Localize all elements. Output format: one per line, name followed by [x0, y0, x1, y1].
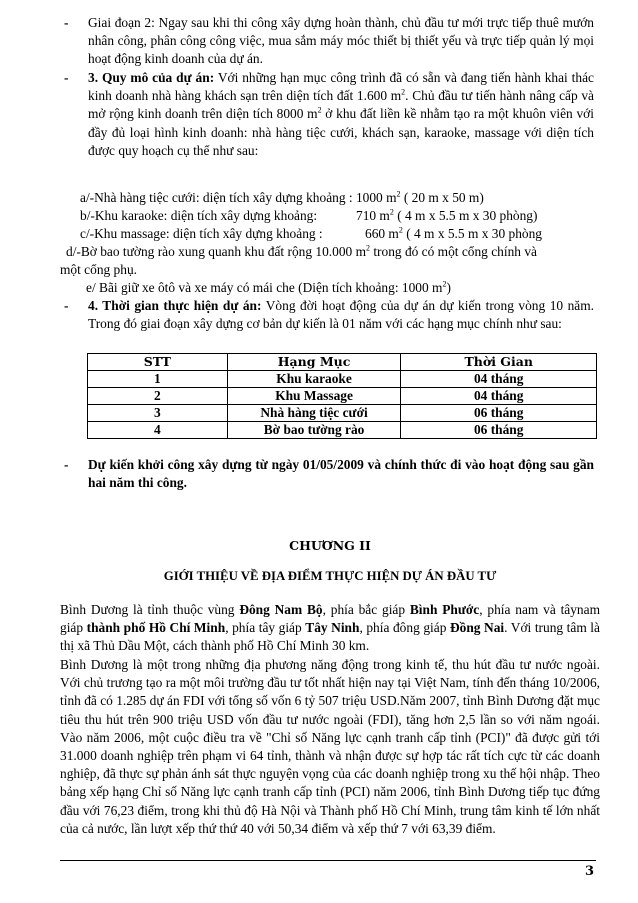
footer-rule: [60, 860, 596, 861]
table-cell: 06 tháng: [401, 422, 597, 439]
header-cell: Thời Gian: [401, 354, 597, 371]
table-row: [88, 405, 597, 422]
area-b: b/-Khu karaoke: diện tích xây dựng khoảng:: [80, 208, 318, 223]
scale-paragraph: [88, 69, 594, 160]
scale-sup: 2: [401, 87, 406, 97]
scale-sup: 2: [317, 105, 322, 115]
scale-text-b: . Chủ đầu tư tiến hành nâng cấp và mở rộng kinh doanh trên diện tích 8000 m: [88, 88, 595, 122]
header-cell: Hạng Mục: [227, 354, 401, 371]
bullet-mark: -: [64, 457, 69, 472]
scale-text-c: ở khu đất liền kề nhằm tạo ra một khuôn viên với đầy đủ loại hình kinh doanh: nhà hàng tiệc cưới, khách sạn, karaoke, massage với diện tích được quy hoạch cụ thể như sau:: [88, 106, 594, 158]
area-c-value: 660 $m^2$ ( 4 m x 5.5 m x 30 phòng: [365, 225, 542, 241]
table-cell: Khu karaoke: [227, 371, 401, 388]
page-number: 3: [584, 864, 594, 879]
timeline-text: Vòng đời hoạt động của dự án dự kiến trong vòng 10 năm. Trong đó giai đoạn xây dựng cơ bản dự kiến là 01 năm với các hạng mục chính như sau:: [88, 298, 594, 332]
table-cell: Khu Massage: [227, 388, 401, 405]
phase2-item: [64, 14, 594, 69]
scale-heading: 3. Quy mô của dự án:: [88, 70, 215, 85]
area-b-value: 710 $m^2$ ( 4 m x 5.5 m x 30 phòng): [356, 207, 538, 223]
timeline-heading: 4. Thời gian thực hiện dự án:: [88, 298, 262, 313]
table-cell: Nhà hàng tiệc cưới: [227, 405, 401, 422]
area-d-continued: một cổng phụ.: [60, 262, 137, 277]
phase2-text: Ngay sau khi thi công xây dựng hoàn thành, chủ đầu tư mới trực tiếp thuê mướn nhân công, phân công công việc, mua sắm máy móc thiết bị thiết yếu và trực tiếp quản lý mọi hoạt động kinh doanh của dự án.: [88, 15, 594, 67]
start-note-item: [64, 456, 594, 492]
bullet-mark: -: [64, 298, 69, 313]
area-e: e/ Bãi giữ xe ôtô và xe máy có mái che (Diện tích khoảng: 1000 $m^2$): [86, 279, 451, 295]
area-d: d/-Bờ bao tường rào xung quanh khu đất rộng 10.000 $m^2$ trong đó có một cổng chính và: [66, 243, 537, 259]
bullet-mark: -: [64, 15, 69, 30]
chapter-subtitle: GIỚI THIỆU VỀ ĐỊA ĐIỂM THỰC HIỆN DỰ ÁN ĐẦU TƯ: [163, 569, 497, 583]
scale-text-a: Với những hạn mục công trình đã có sẵn và đang tiến hành khai thác kinh doanh nhà hàng khách sạn trên diện tích đất 1.600 m: [88, 70, 594, 104]
table-cell: 04 tháng: [401, 388, 597, 405]
scale-item: [64, 69, 594, 160]
chapter-title: CHƯƠNG II: [289, 538, 371, 553]
phase2-paragraph: [88, 14, 594, 69]
header-cell: STT: [88, 354, 228, 371]
bullet-mark: -: [64, 70, 69, 85]
table-cell: 2: [88, 388, 228, 405]
timeline-item: [64, 297, 594, 333]
table-cell: 1: [88, 371, 228, 388]
schedule-table: [87, 353, 597, 439]
timeline-paragraph: [88, 297, 594, 333]
table-row: [88, 422, 597, 439]
area-a: a/-Nhà hàng tiệc cưới: diện tích xây dựng khoảng : 1000 $m^2$ ( 20 m x 50 m): [80, 189, 484, 205]
table-cell: 04 tháng: [401, 371, 597, 388]
table-cell: 3: [88, 405, 228, 422]
table-cell: 06 tháng: [401, 405, 597, 422]
table-cell: 4: [88, 422, 228, 439]
table-cell: Bờ bao tường rào: [227, 422, 401, 439]
table-header-row: [88, 354, 597, 371]
table-row: [88, 388, 597, 405]
phase2-label: Giai đoạn 2:: [88, 15, 155, 30]
table-row: [88, 371, 597, 388]
start-note: Dự kiến khởi công xây dựng từ ngày 01/05/2009 và chính thức đi vào hoạt động sau gần hai năm thi công.: [88, 457, 594, 491]
area-c: c/-Khu massage: diện tích xây dựng khoảng :: [80, 226, 323, 241]
economy-paragraph: Bình Dương là một trong những địa phương năng động trong kinh tế, thu hút đầu tư nước ngoài. Với chủ trương tạo ra một môi trường đầu tư tốt nhất hiện nay tại Việt Nam, tính đến tháng 10/2006, tỉnh đã có 1.285 dự án FDI với tổng số vốn 6 tỷ 507 triệu USD.Năm 2007, tỉnh Bình Dương đặt mục tiêu thu hút trên 900 triệu USD vốn đầu tư nước ngoài (FDI), tăng hơn 2,5 lần so với năm ngoái. Vào năm 2006, một cuộc điều tra về "Chỉ số Năng lực cạnh tranh cấp tỉnh (PCI)" đã được gửi tới 31.000 doanh nghiệp trên phạm vi 64 tỉnh, thành và nhận được sự hợp tác rất tích cực từ các doanh nghiệp, đã thực sự phản ánh sát thực nguyện vọng của các doanh nghiệp trong xu thế hội nhập. Theo bảng xếp hạng Chỉ số Năng lực cạnh tranh cấp tỉnh (PCI) năm 2006, tỉnh Bình Dương tiếp tục đứng đầu với 76,23 điểm, trong khi thủ độ Hà Nội và Thành phố Hồ Chí Minh, trung tâm kinh tế lớn nhất của cả nước, lần lượt xếp thứ thứ 40 với 50,34 điểm và xếp thứ 7 với 63,39 điểm.: [60, 657, 600, 836]
intro-paragraph: Bình Dương là tỉnh thuộc vùng Đông Nam Bộ, phía bắc giáp Bình Phước, phía nam và tâynam giáp thành phố Hồ Chí Minh, phía tây giáp Tây Ninh, phía đông giáp Đồng Nai. Với trung tâm là thị xã Thủ Dầu Một, cách thành phố Hồ Chí Minh 30 km.: [60, 602, 600, 654]
